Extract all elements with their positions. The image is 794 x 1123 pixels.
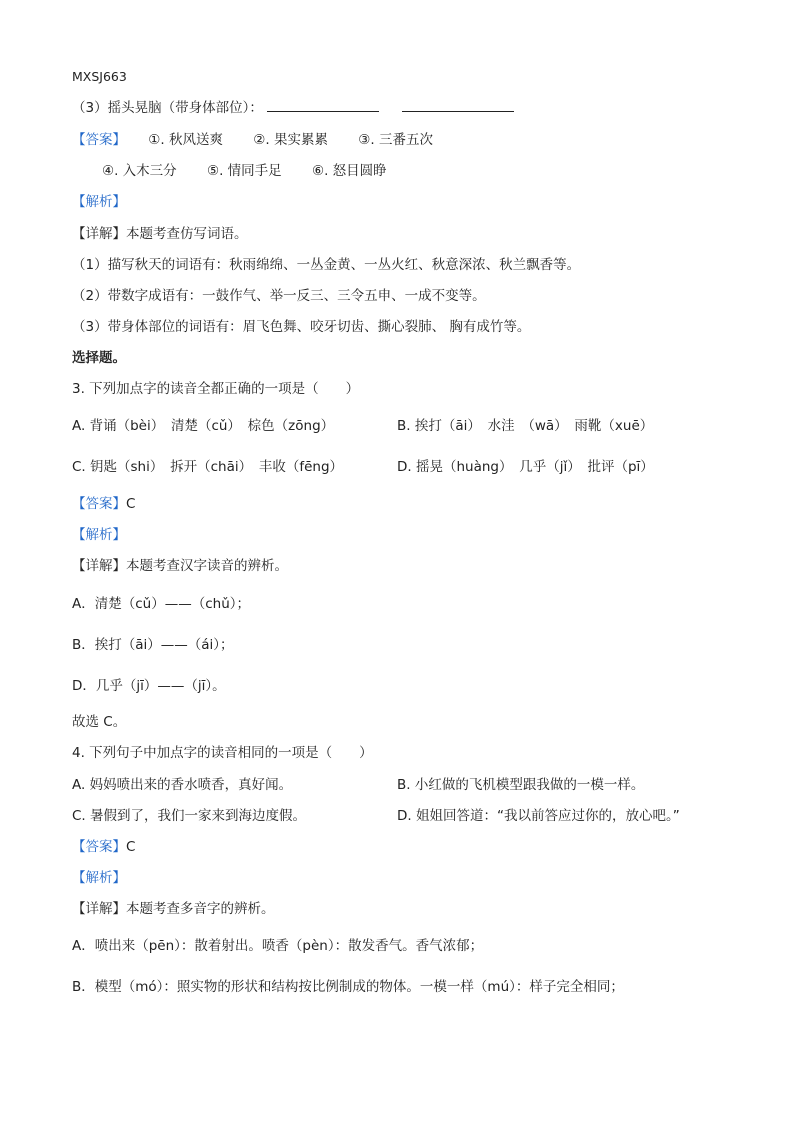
- q2-answer-1: ①. 秋风送爽: [148, 132, 223, 148]
- q2-note-2: （2）带数字成语有：一鼓作气、举一反三、三令五申、一成不变等。: [72, 288, 486, 304]
- q3-note-b: B．挨打（āi）——（ái）；: [72, 637, 234, 653]
- q4-note-b: B．模型（mó）：照实物的形状和结构按比例制成的物体。一模一样（mú）：样子完全相同；: [72, 979, 624, 995]
- q4-detail-text: 本题考查多音字的辨析。: [126, 901, 275, 917]
- q3-option-d[interactable]: D. 摇晃（huàng） 几乎（jǐ） 批评（pī）: [397, 459, 654, 475]
- answer-tag: 【答案】: [72, 496, 126, 512]
- q2-part3-text: （3）摇头晃脑（带身体部位）：: [72, 100, 263, 116]
- q4-note-a: A．喷出来（pēn）：散着射出。喷香（pèn）：散发香气。香气浓郁；: [72, 938, 484, 954]
- answer-blank-1[interactable]: [267, 100, 379, 112]
- section-title: 选择题。: [72, 350, 126, 366]
- answer-tag: 【答案】: [72, 839, 126, 855]
- q2-answer-row-2: [102, 162, 387, 180]
- detail-tag: 【详解】: [72, 901, 126, 917]
- q3-answer: [72, 495, 135, 513]
- answer-tag: 【答案】: [72, 132, 126, 148]
- q4-detail: [72, 900, 275, 918]
- q3-option-b[interactable]: B. 挨打（āi） 水洼 （wā） 雨靴（xuē）: [397, 418, 654, 434]
- analysis-tag: 【解析】: [72, 870, 126, 886]
- q2-answer-4: ④. 入木三分: [102, 163, 177, 179]
- q3-note-d: D．几乎（jī）——（jī）。: [72, 678, 226, 694]
- q3-option-c[interactable]: C. 钥匙（shi） 拆开（chāi） 丰收（fēng）: [72, 459, 344, 475]
- q4-option-b[interactable]: B. 小红做的飞机模型跟我做的一模一样。: [397, 777, 645, 793]
- analysis-tag: 【解析】: [72, 194, 126, 210]
- q2-note-1: （1）描写秋天的词语有：秋雨绵绵、一丛金黄、一丛火红、秋意深浓、秋兰飘香等。: [72, 257, 581, 273]
- answer-blank-2[interactable]: [402, 100, 514, 112]
- q2-note-3: （3）带身体部位的词语有：眉飞色舞、咬牙切齿、撕心裂肺、 胸有成竹等。: [72, 319, 531, 335]
- document-code: MXSJ663: [72, 69, 127, 84]
- q3-detail: [72, 557, 288, 575]
- q4-option-d[interactable]: D. 姐姐回答道：“我以前答应过你的，放心吧。”: [397, 808, 680, 824]
- q2-detail-text: 本题考查仿写词语。: [126, 226, 248, 242]
- q2-answer-5: ⑤. 情同手足: [206, 163, 282, 179]
- q2-answer-6: ⑥. 怒目圆睁: [311, 163, 387, 179]
- q4-answer: [72, 838, 135, 856]
- q4-stem: 4. 下列句子中加点字的读音相同的一项是（ ）: [72, 745, 373, 761]
- q3-answer-value: C: [126, 496, 136, 512]
- q2-part3-line: [72, 99, 514, 117]
- q4-option-c[interactable]: C. 暑假到了，我们一家来到海边度假。: [72, 808, 307, 824]
- detail-tag: 【详解】: [72, 226, 126, 242]
- q2-detail: [72, 225, 248, 243]
- q4-answer-value: C: [126, 839, 136, 855]
- q3-option-a[interactable]: A. 背诵（bèi） 清楚（cǔ） 棕色（zōng）: [72, 418, 335, 434]
- q3-note-a: A．清楚（cǔ）——（chǔ）；: [72, 596, 250, 612]
- analysis-tag: 【解析】: [72, 527, 126, 543]
- q2-answer-row-1: [72, 131, 433, 149]
- detail-tag: 【详解】: [72, 558, 126, 574]
- q3-conclusion: 故选 C。: [72, 714, 127, 730]
- q2-answer-2: ②. 果实累累: [253, 132, 328, 148]
- q4-option-a[interactable]: A. 妈妈喷出来的香水喷香，真好闻。: [72, 777, 293, 793]
- q3-detail-text: 本题考查汉字读音的辨析。: [126, 558, 288, 574]
- q2-answer-3: ③. 三番五次: [358, 132, 433, 148]
- q3-stem: 3. 下列加点字的读音全都正确的一项是（ ）: [72, 381, 360, 397]
